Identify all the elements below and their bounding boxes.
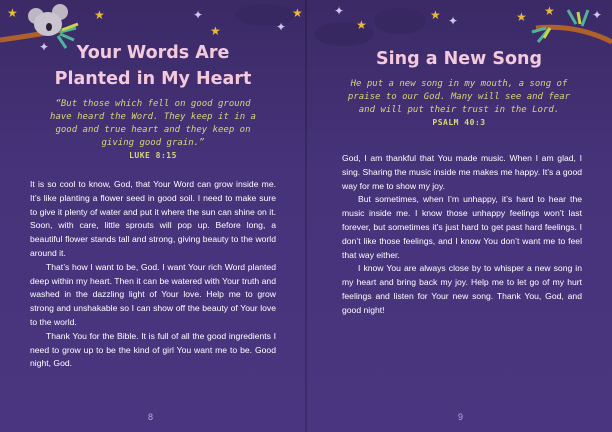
- page-number: 9: [458, 412, 464, 422]
- star-icon: ★: [544, 4, 555, 18]
- title-line: Planted in My Heart: [54, 69, 252, 89]
- paragraph: Thank You for the Bible. It is full of all the good ingredients I need to grow up to be the kind of girl You want me to be. Good night, God.: [30, 330, 276, 369]
- paragraph: But sometimes, when I’m unhappy, it’s hard to hear the music inside me. I know those unhappy feelings won’t last forever, but sometimes it’s just hard to get past hard feelings. I don’t like those feelings, and I know You don’t want me to feel that way either.: [342, 194, 582, 260]
- scripture-verse: [306, 78, 612, 129]
- page-number: 8: [148, 412, 154, 422]
- page-title: Sing a New Song: [376, 49, 542, 69]
- paragraph: God, I am thankful that You made music. When I am glad, I sing. Sharing the music inside me makes me happy. It’s a good way for me to show my joy.: [342, 153, 582, 191]
- verse-reference: LUKE 8:15: [129, 151, 177, 160]
- star-icon: ★: [210, 24, 221, 38]
- star-icon: ★: [7, 6, 18, 20]
- title-line: Your Words Are: [76, 43, 230, 63]
- paragraph: It is so cool to know, God, that Your Word can grow inside me. It’s like planting a flower seed in good soil. I need to make sure to give it plenty of water and put it where the sun can shine on it. Soon, with care, little sprouts will pop up. Before long, a beautiful flower stands tall and strong, giving beauty to the world around it.: [30, 179, 276, 258]
- verse-text: “But those which fell on good ground have heard the Word. They keep it in a good and true heart and they keep on giving good grain.”: [50, 99, 256, 148]
- verse-text: He put a new song in my mouth, a song of praise to our God. Many will see and fear and will put their trust in the Lord.: [347, 79, 571, 115]
- sparkle-icon: ✦: [334, 4, 345, 18]
- devotional-body: [30, 178, 276, 371]
- sparkle-icon: ✦: [276, 20, 287, 34]
- devotional-body: [342, 152, 582, 318]
- cloud-illustration: [374, 8, 426, 34]
- scripture-verse: [0, 98, 306, 162]
- star-icon: ★: [430, 8, 441, 22]
- sparkle-icon: ✦: [39, 40, 50, 54]
- star-icon: ★: [516, 10, 527, 24]
- star-icon: ★: [356, 18, 367, 32]
- verse-reference: PSALM 40:3: [432, 118, 486, 127]
- paragraph: I know You are always close by to whisper a new song in my heart and bring back my joy. Help me to let go of my hurt feelings and listen for Your new song. Thank You, God, and good night!: [342, 263, 582, 315]
- sparkle-icon: ✦: [448, 14, 459, 28]
- star-icon: ★: [292, 6, 303, 20]
- right-page: [306, 0, 612, 432]
- sparkle-icon: ✦: [592, 8, 603, 22]
- star-icon: ★: [94, 8, 105, 22]
- page-title: [0, 40, 306, 92]
- paragraph: That’s how I want to be, God. I want Your rich Word planted deep within my heart. Then it can be watered with Your truth and washed in the dazzling light of Your love. Help me to grow strong and unshakable so I can show off the beauty of Your love to the world.: [30, 261, 276, 327]
- sparkle-icon: ✦: [193, 8, 204, 22]
